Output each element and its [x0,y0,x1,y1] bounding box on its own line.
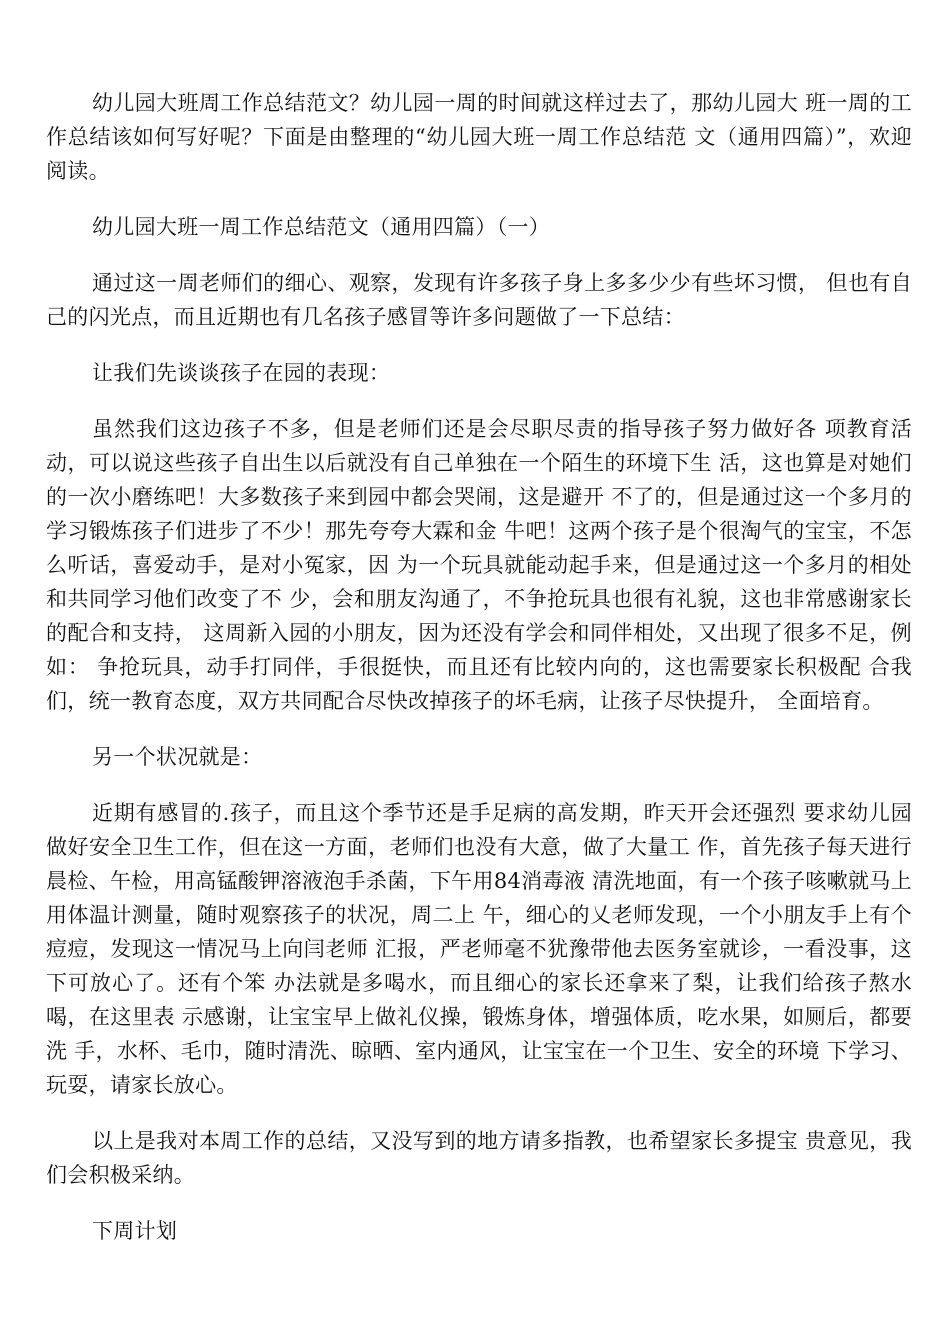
performance-heading: 让我们先谈谈孩子在园的表现： [92,361,391,385]
section-heading: 幼儿园大班一周工作总结范文（通用四篇）（一） [92,215,551,239]
observation-paragraph: 通过这一周老师们的细心、观察，发现有许多孩子身上多多少少有些坏习惯， 但也有自己的闪光点，而且近期也有几名孩子感冒等许多问题做了一下总结： [46,271,912,329]
performance-paragraph: 虽然我们这边孩子不多，但是老师们还是会尽职尽责的指导孩子努力做好各 项教育活动，可以说这些孩子自出生以后就没有自己单独在一个陌生的环境下生 活，这也算是对她们的一次小磨练吧！大多数孩子来到园中都会哭闹，这是避开 不了的，但是通过这一个多月的学习锻炼孩子们进步了不少！那先夸夸大霖和金 牛吧！这两个孩子是个很淘气的宝宝，不怎么听话，喜爱动手，是对小冤家，因 为一个玩具就能动起手来，但是通过这一个多月的相处和共同学习他们改变了不 少，会和朋友沟通了，不争抢玩具也很有礼貌，这也非常感谢家长的配合和支持， 这周新入园的小朋友，因为还没有学会和同伴相处，又出现了很多不足，例如： 争抢玩具，动手打同伴，手很挺快，而且还有比较内向的，这也需要家长积极配 合我们，统一教育态度，双方共同配合尽快改掉孩子的坏毛病，让孩子尽快提升， 全面培育。 [46,417,912,713]
health-paragraph: 近期有感冒的.孩子，而且这个季节还是手足病的高发期，昨天开会还强烈 要求幼儿园做好安全卫生工作，但在这一方面，老师们也没有大意，做了大量工 作，首先孩子每天进行晨检、午检，用高锰酸钾溶液泡手杀菌，下午用84消毒液 清洗地面，有一个孩子咳嗽就马上用体温计测量，随时观察孩子的状况，周二上 午，细心的乂老师发现，一个小朋友手上有个痘痘，发现这一情况马上向闫老师 汇报，严老师毫不犹豫带他去医务室就诊，一看没事，这下可放心了。还有个笨 办法就是多喝水，而且细心的家长还拿来了梨，让我们给孩子熬水喝，在这里表 示感谢，让宝宝早上做礼仪操，锻炼身体，增强体质，吃水果，如厕后，都要洗 手，水杯、毛巾，随时清洗、晾晒、室内通风，让宝宝在一个卫生、安全的环境 下学习、玩耍，请家长放心。 [46,801,912,1097]
conclusion-paragraph: 以上是我对本周工作的总结，又没写到的地方请多指教，也希望家长多提宝 贵意见，我们会积极采纳。 [46,1129,912,1187]
other-situation-heading: 另一个状况就是： [92,745,263,769]
next-week-heading: 下周计划 [92,1219,178,1243]
intro-paragraph: 幼儿园大班周工作总结范文？幼儿园一周的时间就这样过去了，那幼儿园大 班一周的工作总结该如何写好呢？下面是由整理的“幼儿园大班一周工作总结范 文（通用四篇）”，欢迎阅读。 [46,91,912,183]
